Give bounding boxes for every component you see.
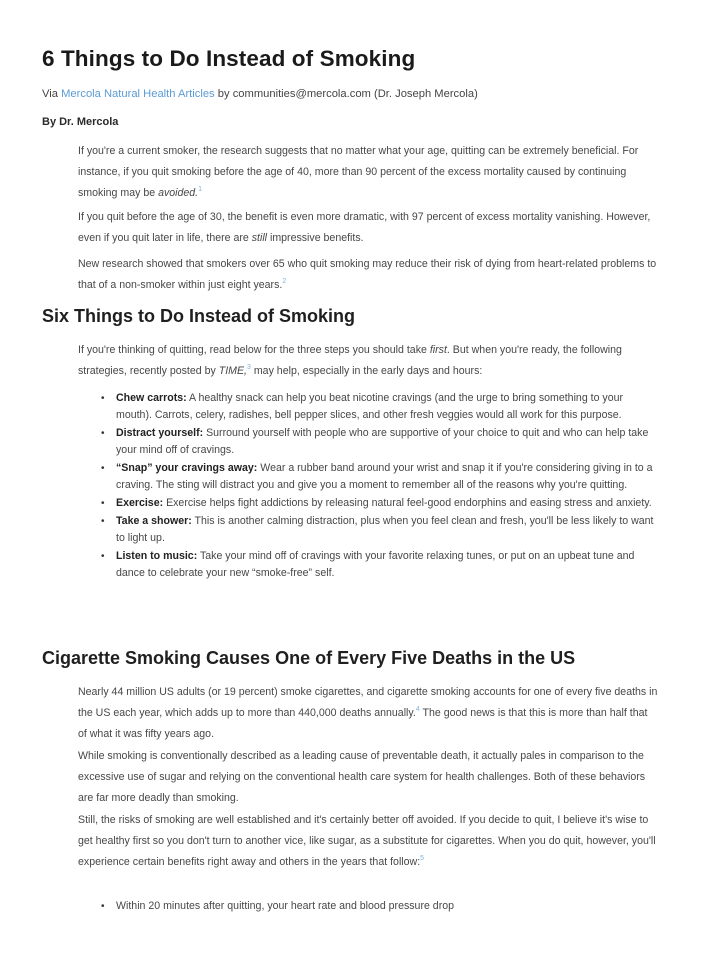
- bullet-icon: •: [101, 428, 105, 439]
- list-item: • “Snap” your cravings away: Wear a rubber band around your wrist and snap it if you're considering giving in to a craving. The sting will distract you and give you a moment to remember all of the reasons why you're quitting.: [101, 462, 653, 491]
- intro-paragraph-1: If you're a current smoker, the research suggests that no matter what your age, quitting can be extremely beneficial. For instance, if you quit smoking before the age of 40, more than 90 percent of the excess mortality caused by continuing smoking may be avoided.$^1$: [78, 145, 639, 199]
- source-link[interactable]: Mercola Natural Health Articles: [61, 88, 215, 100]
- bullet-icon: •: [101, 393, 105, 404]
- section1-intro: If you're thinking of quitting, read below for the three steps you should take first. But when you're ready, the following strategies, recently posted by TIME,$^3$ may help, especially in the early days and hours:: [78, 344, 622, 377]
- footnote-ref[interactable]: 4: [415, 706, 420, 713]
- intro-paragraph-3: New research showed that smokers over 65 who quit smoking may reduce their risk of dying from heart-related problems to that of a non-smoker within just eight years.$^2$: [78, 258, 657, 291]
- bullet-icon: •: [101, 516, 105, 527]
- source-line: [42, 88, 478, 100]
- footnote-ref[interactable]: 2: [282, 278, 287, 285]
- bullet-icon: •: [101, 498, 105, 509]
- list-item: • Take a shower: This is another calming distraction, plus when you feel clean and fresh, you'll be less likely to want to light up.: [101, 515, 654, 544]
- section2-paragraph-3: Still, the risks of smoking are well established and it's certainly better off avoided. If you decide to quit, I believe it's wise to get healthy first so you don't turn to another vice, like sugar, as a substitute for cigarettes. When you do quit, however, you'll experience certain benefits right away and others in the years that follow:$^5$: [78, 814, 656, 868]
- footnote-ref[interactable]: 3: [247, 364, 251, 371]
- bullet-icon: •: [101, 901, 105, 912]
- list-item: • Distract yourself: Surround yourself with people who are supportive of your choice to quit and who can help take your mind off of cravings.: [101, 427, 649, 456]
- list-item: • Listen to music: Take your mind off of cravings with your favorite relaxing tunes, or put on an upbeat tune and dance to celebrate your new “smoke-free” self.: [101, 550, 635, 579]
- list-item: • Chew carrots: A healthy snack can help you beat nicotine cravings (and the urge to bring something to your mouth). Carrots, celery, radishes, bell pepper slices, and other fresh veggies would all work for this purpose.: [101, 392, 624, 421]
- article-title: 6 Things to Do Instead of Smoking: [42, 46, 416, 71]
- list-item: • Within 20 minutes after quitting, your heart rate and blood pressure drop: [98, 898, 658, 915]
- intro-paragraph-2: If you quit before the age of 30, the benefit is even more dramatic, with 97 percent of excess mortality vanishing. However, even if you quit later in life, there are still impressive benefits.: [78, 211, 651, 244]
- footnote-ref[interactable]: 1: [198, 186, 203, 193]
- section-heading-smoking-deaths: Cigarette Smoking Causes One of Every Five Deaths in the US: [42, 648, 576, 668]
- list-item: • Exercise: Exercise helps fight addictions by releasing natural feel-good endorphins and easing stress and anxiety.: [98, 495, 658, 512]
- bullet-icon: •: [101, 463, 105, 474]
- author-email: by communities@mercola.com (Dr. Joseph Mercola): [217, 88, 478, 100]
- section2-paragraph-1: Nearly 44 million US adults (or 19 percent) smoke cigarettes, and cigarette smoking accounts for one of every five deaths in the US each year, which adds up to more than 440,000 deaths annually.$^4$ The good news is that this is more than half that of what it was fifty years ago.: [78, 686, 658, 740]
- bullet-icon: •: [101, 551, 105, 562]
- byline: By Dr. Mercola: [42, 116, 119, 128]
- section-heading-six-things: Six Things to Do Instead of Smoking: [42, 306, 356, 326]
- strategy-list: [98, 390, 658, 583]
- footnote-ref[interactable]: 5: [420, 855, 425, 862]
- benefits-list: [98, 898, 658, 916]
- section2-paragraph-2: While smoking is conventionally described as a leading cause of preventable death, it actually pales in comparison to the excessive use of sugar and relying on the conventional health care system for health challenges. Both of these behaviors are far more deadly than smoking.: [78, 750, 646, 804]
- via-prefix: Via: [42, 88, 58, 100]
